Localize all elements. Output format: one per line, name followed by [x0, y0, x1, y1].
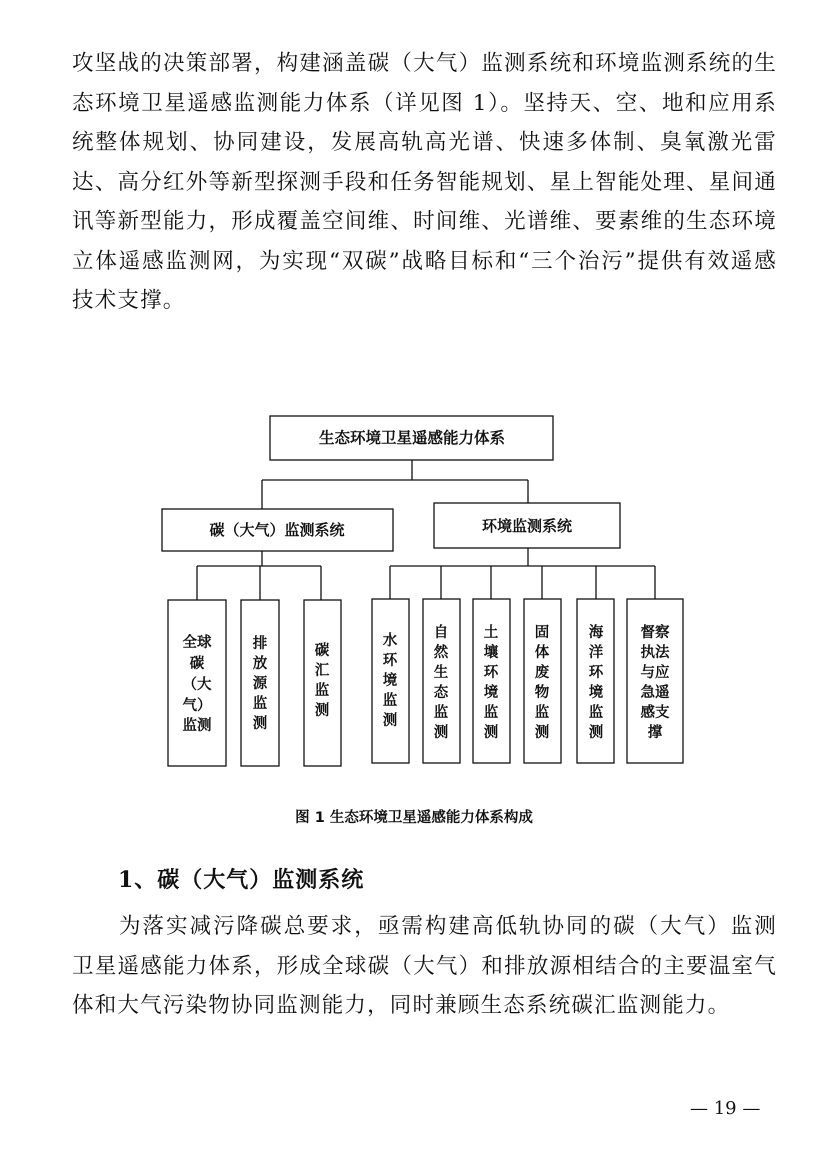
- svg-text:监: 监: [483, 705, 499, 721]
- leaf-water-label: [383, 632, 398, 729]
- svg-text:测: 测: [588, 725, 604, 741]
- figure-caption: 图 1 生态环境卫星遥感能力体系构成: [295, 810, 533, 826]
- svg-text:测: 测: [483, 725, 499, 741]
- svg-text:督察: 督察: [640, 625, 670, 641]
- leaf-global-carbon-label: [183, 633, 212, 734]
- svg-text:固: 固: [534, 625, 550, 641]
- svg-text:环: 环: [588, 665, 604, 681]
- svg-text:测: 测: [433, 725, 449, 741]
- svg-text:监测: 监测: [182, 718, 212, 734]
- svg-text:撑: 撑: [647, 725, 663, 741]
- svg-text:（大: （大: [182, 677, 212, 693]
- svg-text:体: 体: [534, 645, 550, 661]
- svg-text:测: 测: [314, 703, 330, 719]
- svg-text:环: 环: [382, 653, 398, 669]
- svg-text:与应: 与应: [640, 665, 670, 681]
- svg-text:源: 源: [252, 676, 268, 692]
- svg-text:碳: 碳: [314, 643, 330, 659]
- svg-text:执法: 执法: [640, 645, 670, 661]
- svg-text:海: 海: [588, 625, 604, 641]
- svg-text:碳: 碳: [189, 656, 205, 672]
- leaf-emission-source-label: [253, 635, 268, 732]
- svg-text:境: 境: [382, 673, 398, 689]
- svg-text:测: 测: [382, 713, 398, 729]
- svg-text:感支: 感支: [640, 705, 670, 721]
- svg-text:生: 生: [433, 665, 449, 681]
- svg-text:全球: 全球: [182, 635, 212, 651]
- svg-text:土: 土: [483, 625, 499, 641]
- svg-text:排: 排: [252, 636, 268, 652]
- svg-text:水: 水: [382, 633, 398, 649]
- svg-text:汇: 汇: [314, 663, 330, 679]
- svg-text:监: 监: [382, 693, 398, 709]
- svg-text:监: 监: [252, 696, 268, 712]
- svg-text:急遥: 急遥: [640, 685, 670, 701]
- svg-text:洋: 洋: [588, 645, 604, 661]
- svg-text:监: 监: [534, 705, 550, 721]
- body-paragraph-2: 为落实减污降碳总要求，亟需构建高低轨协同的碳（大气）监测卫星遥感能力体系，形成全球碳（大气）和排放源相结合的主要温室气体和大气污染物协同监测能力，同时兼顾生态系统碳汇监测能力。: [72, 914, 777, 1018]
- svg-text:废: 废: [534, 665, 550, 681]
- svg-text:测: 测: [534, 725, 550, 741]
- body-paragraph-1: 攻坚战的决策部署，构建涵盖碳（大气）监测系统和环境监测系统的生态环境卫星遥感监测能力体系（详见图 1）。坚持天、空、地和应用系统整体规划、协同建设，发展高轨高光谱、快速多体制、臭氧激光雷达、高分红外等新型探测手段和任务智能规划、星上智能处理、星间通讯等新型能力，形成覆盖空间维、时间维、光谱维、要素维的生态环境立体遥感监测网，为实现“双碳”战略目标和“三个治污”提供有效遥感技术支撑。: [72, 51, 777, 313]
- svg-text:监: 监: [588, 705, 604, 721]
- section-heading: 1、碳（大气）监测系统: [118, 867, 365, 893]
- page-number: — 19 —: [690, 1098, 761, 1119]
- svg-text:态: 态: [433, 685, 449, 701]
- svg-text:然: 然: [433, 645, 449, 661]
- svg-text:境: 境: [483, 685, 499, 701]
- svg-text:测: 测: [252, 716, 268, 732]
- svg-text:自: 自: [433, 625, 449, 641]
- root-label: 生态环境卫星遥感能力体系: [318, 429, 506, 447]
- svg-text:环: 环: [483, 665, 499, 681]
- svg-text:物: 物: [534, 685, 550, 701]
- svg-text:境: 境: [588, 685, 604, 701]
- svg-text:监: 监: [314, 683, 330, 699]
- carbon-system-label: 碳（大气）监测系统: [209, 521, 345, 539]
- svg-text:监: 监: [433, 705, 449, 721]
- svg-text:壤: 壤: [483, 645, 499, 661]
- svg-text:放: 放: [252, 656, 268, 672]
- environment-system-label: 环境监测系统: [481, 517, 573, 535]
- svg-text:气）: 气）: [182, 698, 212, 714]
